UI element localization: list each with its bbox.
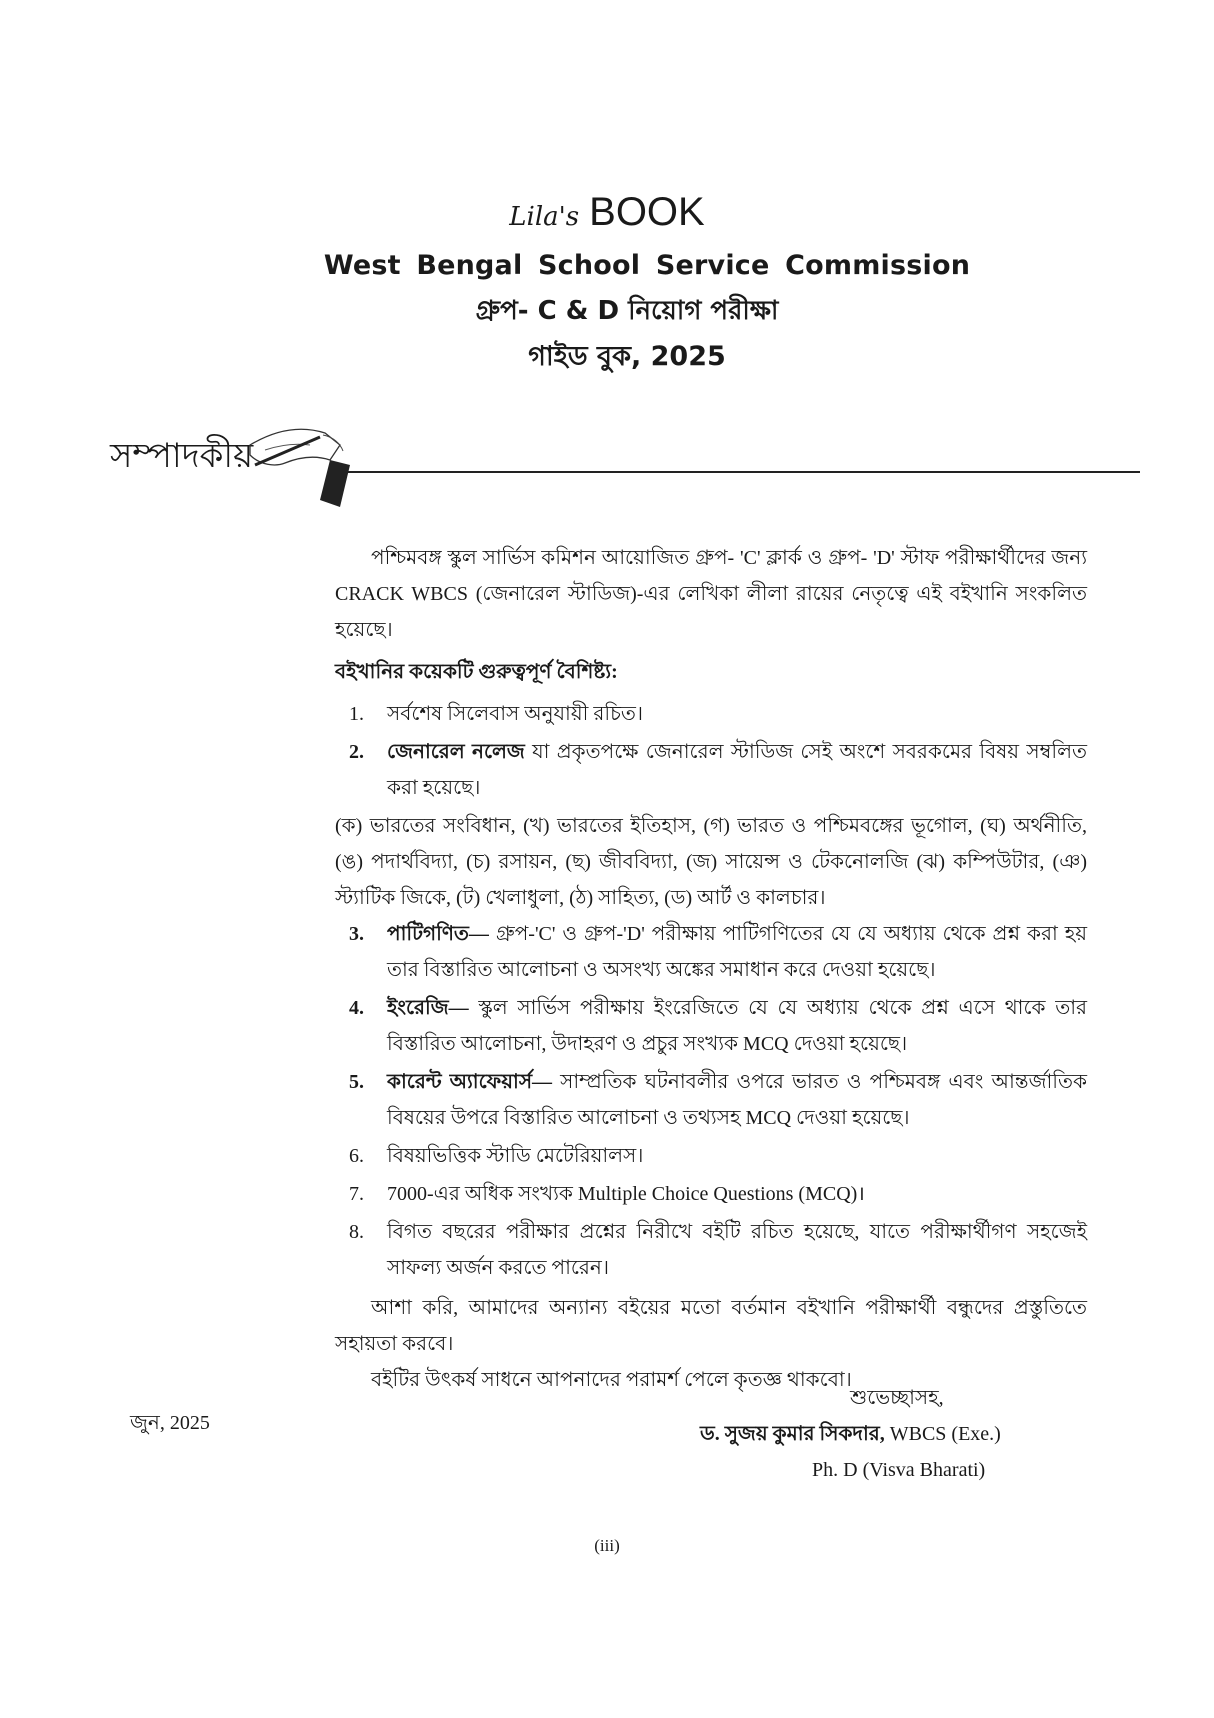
item-title: ইংরেজি— — [387, 997, 469, 1019]
features-heading: বইখানির কয়েকটি গুরুত্বপূর্ণ বৈশিষ্ট্য: — [335, 661, 618, 683]
author-name-text: ড. সুজয় কুমার সিকদার, — [700, 1423, 885, 1445]
writing-hand-icon — [245, 415, 355, 515]
item-text: গ্রুপ-'C' ও গ্রুপ-'D' পরীক্ষায় পাটিগণিতের যে যে অধ্যায় থেকে প্রশ্ন করা হয় তার বিস্তারিত আলোচনা ও অসংখ্য অঙ্কের সমাধান করে দেওয়া হয়েছে। — [387, 923, 1087, 981]
guide-title: গাইড বুক, 2025 — [528, 341, 726, 372]
list-item — [335, 734, 1087, 806]
intro-paragraph: পশ্চিমবঙ্গ স্কুল সার্ভিস কমিশন আয়োজিত গ্রুপ- 'C' ক্লার্ক ও গ্রুপ- 'D' স্টাফ পরীক্ষার্থীদের জন্য CRACK WBCS (জেনারেল স্টাডিজ)-এর লেখিকা লীলা রায়ের নেতৃত্বে এই বইখানি সংকলিত হয়েছে। — [335, 547, 1087, 641]
item-number: 3. — [349, 923, 364, 945]
item-number: 2. — [349, 741, 364, 763]
item-number: 6. — [349, 1145, 364, 1167]
author-degree: Ph. D (Visva Bharati) — [812, 1459, 986, 1481]
item-title: কারেন্ট অ্যাফেয়ার্স— — [387, 1071, 553, 1093]
subject-list: (ক) ভারতের সংবিধান, (খ) ভারতের ইতিহাস, (গ) ভারত ও পশ্চিমবঙ্গের ভূগোল, (ঘ) অর্থনীতি, (ঙ) পদার্থবিদ্যা, (চ) রসায়ন, (ছ) জীববিদ্যা, (জ) সায়েন্স ও টেকনোলজি (ঝ) কম্পিউটার, (ঞ) স্ট্যাটিক জিকে, (ট) খেলাধুলা, (ঠ) সাহিত্য, (ড) আর্ট ও কালচার। — [335, 815, 1087, 909]
list-item — [335, 916, 1087, 988]
closing-paragraph: বইটির উৎকর্ষ সাধনে আপনাদের পরামর্শ পেলে কৃতজ্ঞ থাকবো। — [371, 1369, 852, 1391]
page-number: (iii) — [594, 1536, 620, 1555]
item-number: 1. — [349, 703, 364, 725]
list-item — [335, 1176, 1087, 1212]
item-text: সর্বশেষ সিলেবাস অনুযায়ী রচিত। — [387, 703, 644, 725]
item-number: 5. — [349, 1071, 364, 1093]
greeting: শুভেচ্ছাসহ, — [850, 1387, 944, 1409]
date: জুন, 2025 — [130, 1412, 210, 1434]
heading-rule — [345, 471, 1140, 473]
brand-word: BOOK — [589, 190, 705, 234]
item-text: সাম্প্রতিক ঘটনাবলীর ওপরে ভারত ও পশ্চিমবঙ্গ এবং আন্তর্জাতিক বিষয়ের উপরে বিস্তারিত আলোচনা ও তথ্যসহ MCQ দেওয়া হয়েছে। — [387, 1071, 1087, 1129]
author-designation: WBCS (Exe.) — [884, 1423, 1001, 1445]
author-name — [700, 1416, 1100, 1452]
list-item — [335, 990, 1087, 1062]
item-number: 8. — [349, 1221, 364, 1243]
book-brand — [0, 188, 1214, 235]
editorial-heading: সম্পাদকীয় — [110, 438, 254, 475]
list-item — [335, 1214, 1087, 1286]
item-number: 7. — [349, 1183, 364, 1205]
item-number: 4. — [349, 997, 364, 1019]
list-item — [335, 1064, 1087, 1136]
brand-script: Lila's — [509, 202, 580, 232]
organization-title: West Bengal School Service Commission — [323, 250, 971, 281]
item-title: জেনারেল নলেজ — [387, 741, 525, 763]
item-text: যা প্রকৃতপক্ষে জেনারেল স্টাডিজ সেই অংশে সবরকমের বিষয় সম্বলিত করা হয়েছে। — [387, 741, 1087, 799]
list-item — [335, 1138, 1087, 1174]
exam-title: গ্রুপ- C & D নিয়োগ পরীক্ষা — [475, 296, 779, 326]
closing-paragraph: আশা করি, আমাদের অন্যান্য বইয়ের মতো বর্তমান বইখানি পরীক্ষার্থী বন্ধুদের প্রস্তুতিতে সহায়তা করবে। — [335, 1297, 1087, 1355]
item-text: বিষয়ভিত্তিক স্টাডি মেটেরিয়ালস। — [387, 1145, 644, 1167]
item-text: 7000-এর অধিক সংখ্যক Multiple Choice Questions (MCQ)। — [387, 1183, 865, 1205]
item-text: বিগত বছরের পরীক্ষার প্রশ্নের নিরীখে বইটি রচিত হয়েছে, যাতে পরীক্ষার্থীগণ সহজেই সাফল্য অর্জন করতে পারেন। — [387, 1221, 1087, 1279]
item-title: পাটিগণিত— — [387, 923, 489, 945]
signature-block — [700, 1380, 1100, 1488]
editorial-body — [335, 540, 1087, 1398]
list-item — [335, 696, 1087, 732]
item-text: স্কুল সার্ভিস পরীক্ষায় ইংরেজিতে যে যে অধ্যায় থেকে প্রশ্ন এসে থাকে তার বিস্তারিত আলোচনা, উদাহরণ ও প্রচুর সংখ্যক MCQ দেওয়া হয়েছে। — [387, 997, 1087, 1055]
